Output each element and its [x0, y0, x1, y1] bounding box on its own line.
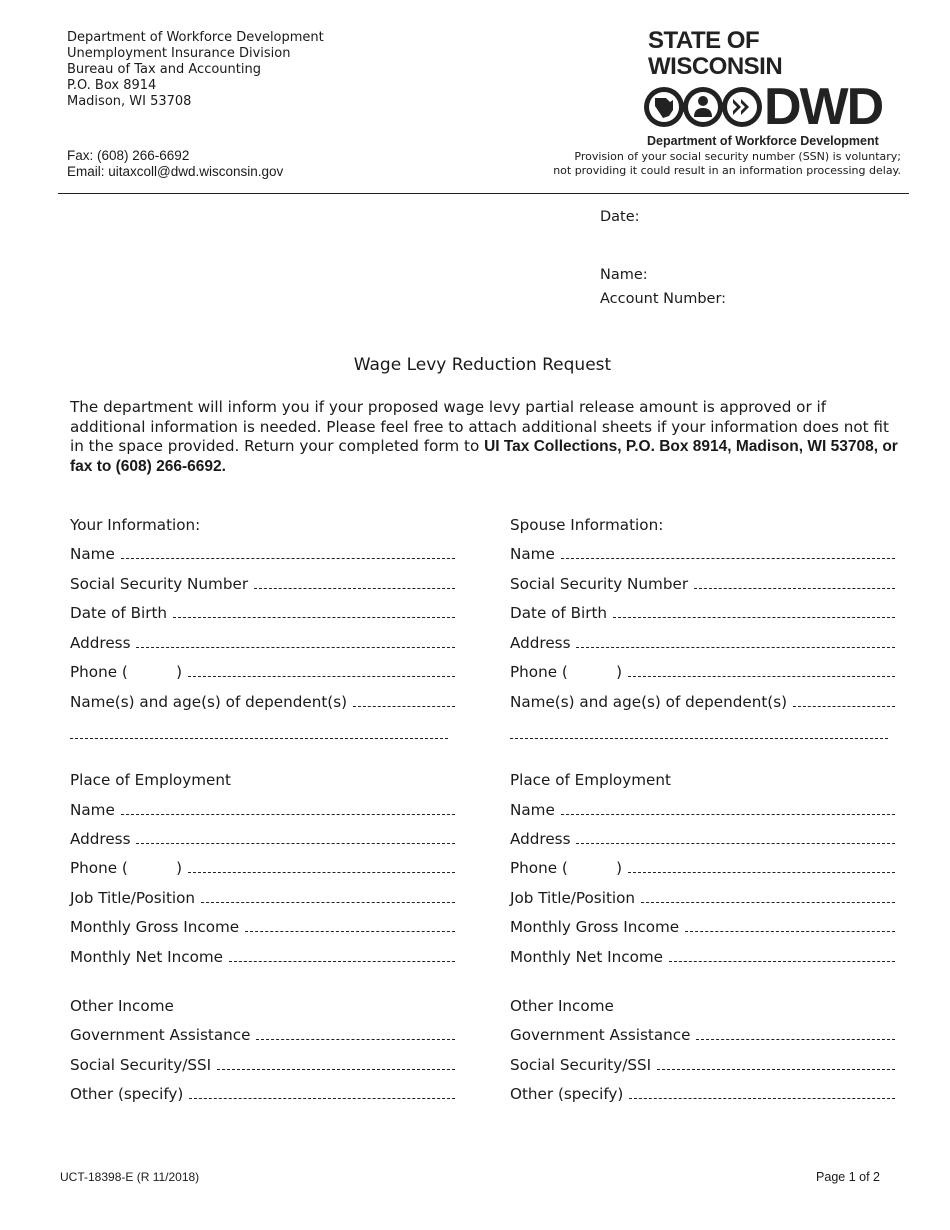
form-number: UCT-18398-E (R 11/2018): [60, 1170, 200, 1184]
field-label: Name: [70, 545, 115, 563]
spouse-employer-phone-field[interactable]: [510, 859, 895, 877]
fill-line[interactable]: [628, 665, 895, 677]
intro-paragraph: [70, 398, 900, 476]
form-title: Wage Levy Reduction Request: [353, 355, 612, 375]
fill-line[interactable]: [685, 920, 895, 932]
fill-line[interactable]: [201, 891, 455, 903]
ssn-notice-line: not providing it could result in an information processing delay.: [553, 164, 901, 177]
spouse-other-income-heading: Other Income: [510, 997, 614, 1015]
contact-info: [67, 148, 283, 180]
ssn-notice: [553, 150, 901, 178]
fill-line[interactable]: [229, 950, 455, 962]
field-label: Address: [510, 634, 571, 652]
field-label: Social Security/SSI: [70, 1056, 212, 1074]
page-number: Page 1 of 2: [816, 1170, 880, 1184]
field-label: Name: [70, 801, 115, 819]
agency-address: [67, 30, 324, 110]
field-label: Social Security/SSI: [510, 1056, 652, 1074]
spouse-address-field[interactable]: [510, 634, 895, 652]
field-label: Social Security Number: [70, 575, 249, 593]
field-label: Monthly Gross Income: [510, 918, 680, 936]
field-label: Social Security Number: [510, 575, 689, 593]
address-line: Department of Workforce Development: [67, 30, 324, 45]
spouse-other-income-field[interactable]: [510, 1085, 895, 1103]
your-ssn-field[interactable]: [70, 575, 455, 593]
fill-line[interactable]: [561, 547, 895, 559]
spouse-monthly-net-income-field[interactable]: [510, 948, 895, 966]
logo-subtitle: Department of Workforce Development: [647, 134, 879, 148]
fill-line[interactable]: [561, 803, 895, 815]
spouse-name-field[interactable]: [510, 545, 895, 563]
spouse-dependents-field[interactable]: [510, 693, 895, 711]
address-line: Madison, WI 53708: [67, 94, 192, 109]
spouse-social-security-field[interactable]: [510, 1056, 895, 1074]
field-label: Monthly Net Income: [510, 948, 664, 966]
field-label: Date of Birth: [70, 604, 168, 622]
fill-line[interactable]: [173, 606, 455, 618]
intro-return-address: UI Tax Collections, P.O. Box 8914, Madison, WI 53708, or fax to (608) 266-6692.: [70, 438, 898, 475]
logo-state-text: STATE OF WISCONSIN: [648, 27, 783, 80]
field-label: Monthly Net Income: [70, 948, 224, 966]
your-dependents-field[interactable]: [70, 693, 455, 711]
your-phone-field[interactable]: [70, 663, 455, 681]
social-security-field[interactable]: [70, 1056, 455, 1074]
fill-line[interactable]: [189, 1087, 455, 1099]
field-label: Monthly Gross Income: [70, 918, 240, 936]
field-label: Date of Birth: [510, 604, 608, 622]
dwd-logo: [644, 28, 894, 148]
field-label: Address: [70, 634, 131, 652]
field-label: Job Title/Position: [510, 889, 636, 907]
spouse-employer-address-field[interactable]: [510, 830, 895, 848]
spouse-employment-heading: Place of Employment: [510, 771, 671, 789]
spouse-ssn-field[interactable]: [510, 575, 895, 593]
fill-line[interactable]: [121, 547, 455, 559]
employer-phone-field[interactable]: [70, 859, 455, 877]
your-other-income-heading: Other Income: [70, 997, 174, 1015]
address-line: P.O. Box 8914: [67, 78, 157, 93]
dependents-continuation-line[interactable]: [70, 738, 448, 739]
fill-line[interactable]: [576, 832, 895, 844]
government-assistance-field[interactable]: [70, 1026, 455, 1044]
your-dob-field[interactable]: [70, 604, 455, 622]
fill-line[interactable]: [245, 920, 455, 932]
other-income-field[interactable]: [70, 1085, 455, 1103]
monthly-net-income-field[interactable]: [70, 948, 455, 966]
field-label: Government Assistance: [70, 1026, 251, 1044]
spouse-dependents-continuation-line[interactable]: [510, 738, 888, 739]
address-line: Bureau of Tax and Accounting: [67, 62, 261, 77]
spouse-monthly-gross-income-field[interactable]: [510, 918, 895, 936]
field-label: Government Assistance: [510, 1026, 691, 1044]
fax-number: Fax: (608) 266-6692: [67, 148, 190, 163]
field-label: Phone ( ): [70, 663, 183, 681]
date-label: Date:: [600, 209, 640, 225]
header-divider: [58, 193, 909, 194]
fill-line[interactable]: [694, 577, 895, 589]
fill-line[interactable]: [669, 950, 895, 962]
employer-name-field[interactable]: [70, 801, 455, 819]
fill-line[interactable]: [641, 891, 895, 903]
your-information-heading: Your Information:: [70, 516, 201, 534]
spouse-government-assistance-field[interactable]: [510, 1026, 895, 1044]
field-label: Name(s) and age(s) of dependent(s): [510, 693, 788, 711]
address-line: Unemployment Insurance Division: [67, 46, 291, 61]
fill-line[interactable]: [576, 636, 895, 648]
logo-circles-icon: [644, 84, 762, 130]
intro-text: The department will inform you if your proposed wage levy partial release amount is approved or if additional information is needed. Please feel free to attach additional sheets if your information does not fit in the space provided. Return your completed form to: [70, 398, 889, 455]
fill-line[interactable]: [628, 861, 895, 873]
field-label: Other (specify): [70, 1085, 184, 1103]
fill-line[interactable]: [353, 695, 455, 707]
field-label: Phone ( ): [70, 859, 183, 877]
spouse-phone-field[interactable]: [510, 663, 895, 681]
job-title-field[interactable]: [70, 889, 455, 907]
fill-line[interactable]: [613, 606, 895, 618]
field-label: Address: [510, 830, 571, 848]
spouse-information-heading: Spouse Information:: [510, 516, 664, 534]
your-employment-heading: Place of Employment: [70, 771, 231, 789]
employer-address-field[interactable]: [70, 830, 455, 848]
your-address-field[interactable]: [70, 634, 455, 652]
spouse-job-title-field[interactable]: [510, 889, 895, 907]
fill-line[interactable]: [188, 861, 455, 873]
ssn-notice-line: Provision of your social security number (SSN) is voluntary;: [574, 150, 901, 163]
fill-line[interactable]: [121, 803, 455, 815]
fill-line[interactable]: [217, 1058, 455, 1070]
email-address: Email: uitaxcoll@dwd.wisconsin.gov: [67, 164, 284, 179]
field-label: Phone ( ): [510, 663, 623, 681]
spouse-employer-name-field[interactable]: [510, 801, 895, 819]
logo-dwd-text: DWD: [764, 78, 883, 136]
field-label: Other (specify): [510, 1085, 624, 1103]
spouse-dob-field[interactable]: [510, 604, 895, 622]
field-label: Name(s) and age(s) of dependent(s): [70, 693, 348, 711]
fill-line[interactable]: [188, 665, 455, 677]
field-label: Phone ( ): [510, 859, 623, 877]
fill-line[interactable]: [629, 1087, 895, 1099]
field-label: Address: [70, 830, 131, 848]
fill-line[interactable]: [256, 1028, 455, 1040]
monthly-gross-income-field[interactable]: [70, 918, 455, 936]
field-label: Job Title/Position: [70, 889, 196, 907]
account-number-label: Account Number:: [600, 291, 727, 307]
field-label: Name: [510, 801, 555, 819]
fill-line[interactable]: [254, 577, 455, 589]
fill-line[interactable]: [793, 695, 895, 707]
fill-line[interactable]: [657, 1058, 895, 1070]
your-name-field[interactable]: [70, 545, 455, 563]
name-label: Name:: [600, 267, 648, 283]
field-label: Name: [510, 545, 555, 563]
fill-line[interactable]: [136, 832, 455, 844]
fill-line[interactable]: [136, 636, 455, 648]
fill-line[interactable]: [696, 1028, 895, 1040]
